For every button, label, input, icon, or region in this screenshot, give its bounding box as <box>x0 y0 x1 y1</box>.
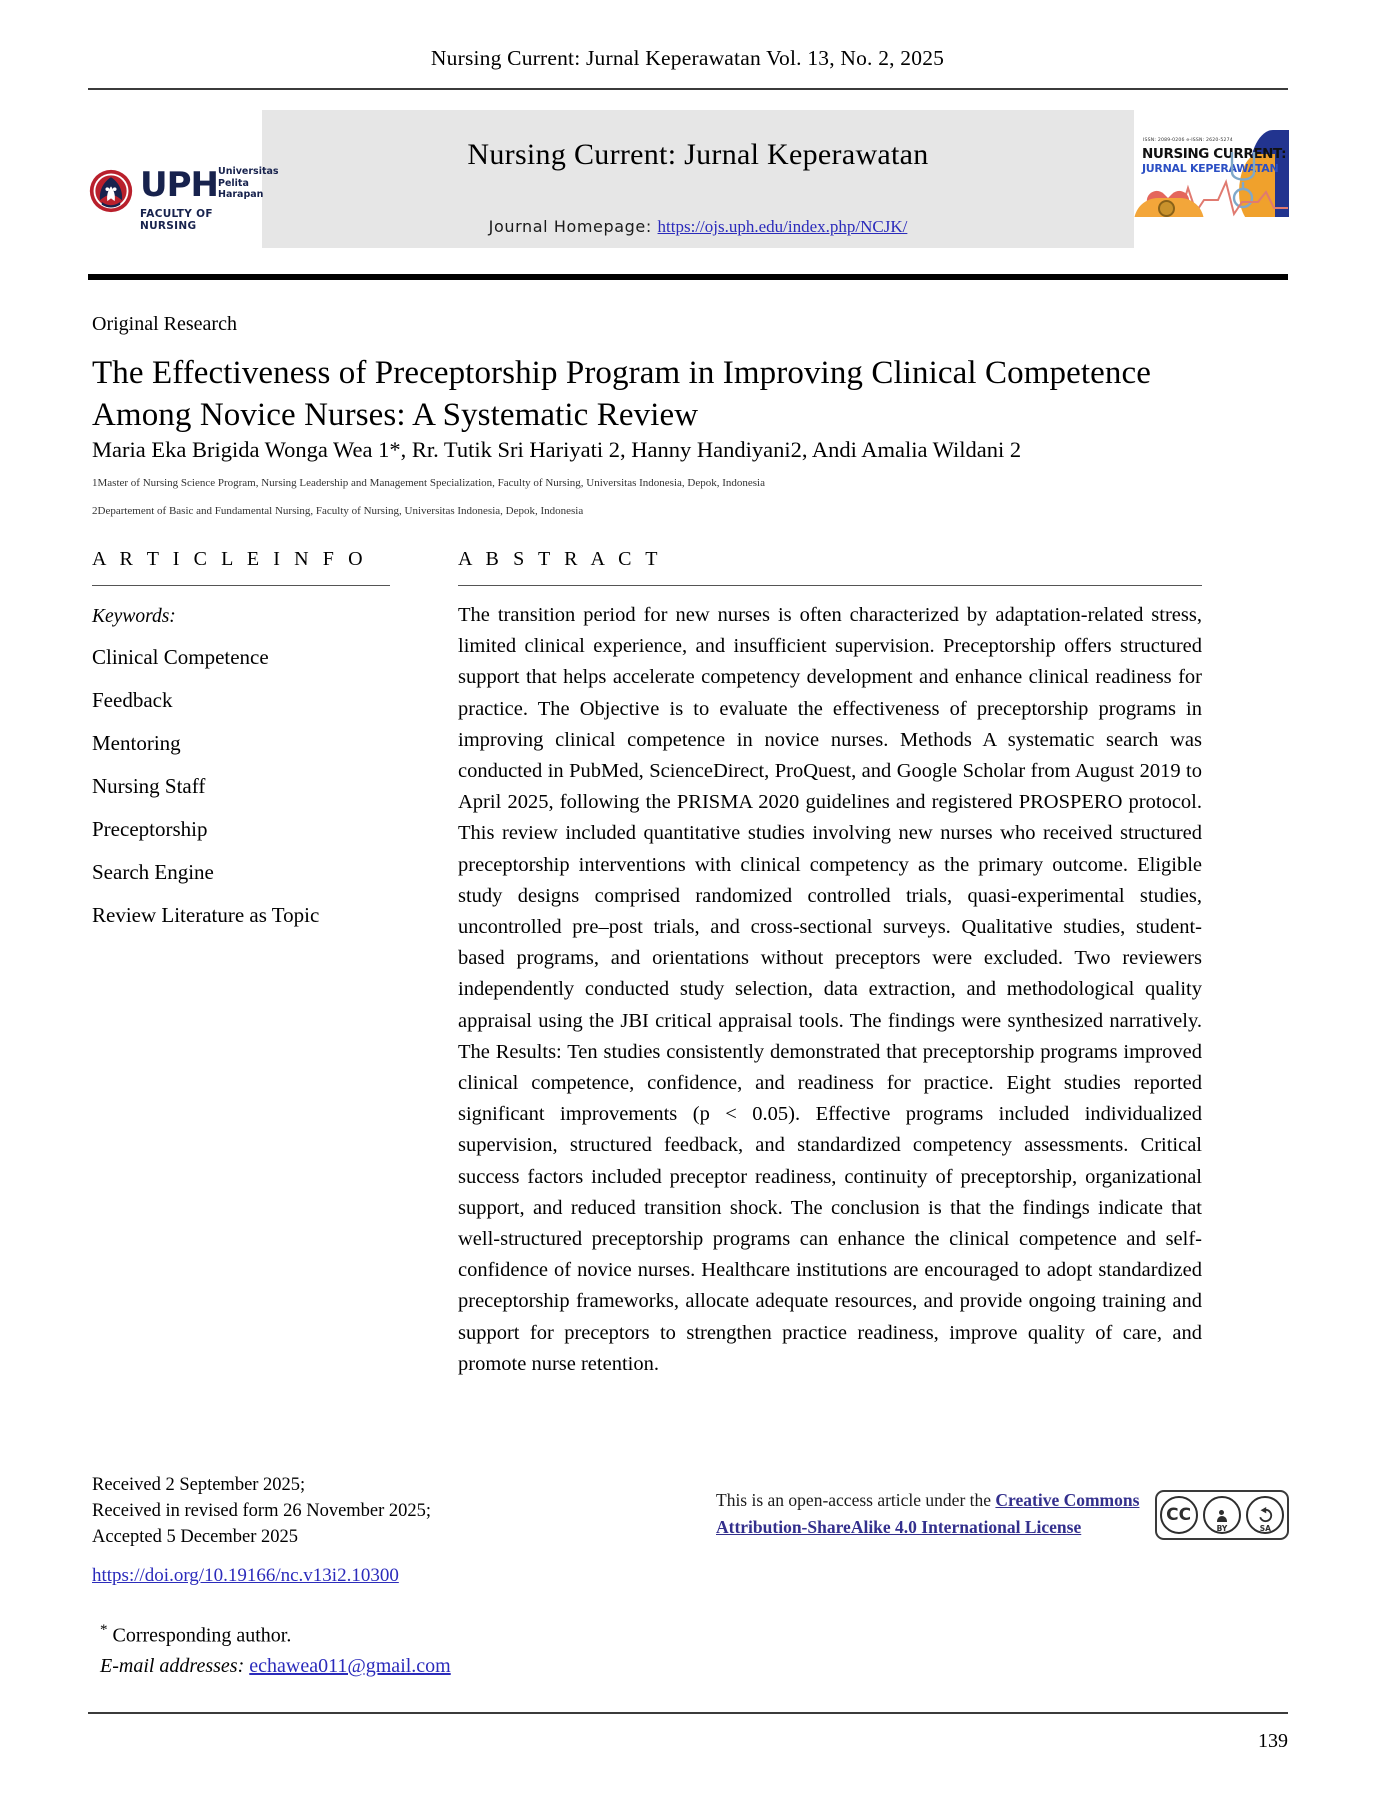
license-statement <box>716 1487 1146 1541</box>
cc-by-badge <box>1203 1496 1241 1534</box>
keyword-item: Feedback <box>92 688 173 712</box>
corresponding-author-label: Corresponding author. <box>112 1624 292 1647</box>
cc-by-label: BY <box>1216 1524 1228 1533</box>
uph-wordmark: UPH <box>140 165 218 205</box>
doi-link[interactable]: https://doi.org/10.19166/nc.v13i2.10300 <box>92 1565 399 1586</box>
journal-cover-thumbnail <box>1134 112 1289 217</box>
article-info-column <box>92 548 402 929</box>
cc-sa-icon <box>1246 1496 1284 1534</box>
keyword-item: Clinical Competence <box>92 645 269 669</box>
license-prefix: This is an open-access article under the <box>716 1490 996 1510</box>
uph-university-line-1: Universitas <box>218 166 279 177</box>
cc-icon: CC <box>1160 1496 1198 1534</box>
affiliation-2: 2Departement of Basic and Fundamental Nursing, Faculty of Nursing, Universitas Indonesia, Depok, Indonesia <box>92 505 584 517</box>
abstract-heading: A B S T R A C T <box>458 548 663 570</box>
person-icon <box>1216 1510 1227 1521</box>
abstract-column <box>458 548 1202 1380</box>
keyword-item: Nursing Staff <box>92 774 206 798</box>
footer-divider-rule <box>88 1712 1288 1714</box>
cc-sa-badge <box>1246 1496 1284 1534</box>
creative-commons-badges[interactable] <box>1155 1490 1289 1540</box>
corresponding-author-note <box>100 1615 451 1651</box>
email-link[interactable]: echawea011@gmail.com <box>249 1654 451 1677</box>
license-link-part-2[interactable]: Attribution-ShareAlike 4.0 International License <box>716 1517 1082 1537</box>
corresponding-author-block <box>100 1615 451 1681</box>
cc-sa-label: SA <box>1259 1524 1271 1533</box>
accepted-date: Accepted 5 December 2025 <box>92 1527 298 1547</box>
header-divider-rule <box>88 88 1288 90</box>
uph-faculty-label: FACULTY OF NURSING <box>140 208 213 232</box>
page-title: The Effectiveness of Preceptorship Program in Improving Clinical Competence Among Novice Nurses: A Systematic Review <box>92 355 1151 433</box>
keywords-label: Keywords: <box>92 606 176 627</box>
journal-homepage-line <box>262 217 1134 237</box>
author-list: Maria Eka Brigida Wonga Wea 1*, Rr. Tutik Sri Hariyati 2, Hanny Handiyani2, Andi Amalia Wildani 2 <box>92 437 1022 462</box>
journal-homepage-link[interactable]: https://ojs.uph.edu/index.php/NCJK/ <box>657 217 908 236</box>
header-thick-rule <box>88 274 1288 280</box>
keyword-item: Preceptorship <box>92 817 208 841</box>
keyword-item: Review Literature as Topic <box>92 903 320 927</box>
uph-logo <box>88 160 279 232</box>
cover-gold-accent <box>1158 200 1175 217</box>
cover-title-line-1: NURSING CURRENT: <box>1142 146 1287 162</box>
article-history <box>92 1472 431 1550</box>
journal-title: Nursing Current: Jurnal Keperawatan <box>467 138 929 171</box>
corresponding-email-line <box>100 1651 451 1681</box>
uph-crest-icon <box>88 168 134 214</box>
article-type-label: Original Research <box>92 313 237 335</box>
article-info-rule <box>92 585 390 586</box>
license-link-part-1[interactable]: Creative Commons <box>995 1490 1140 1510</box>
corresponding-author-star: * <box>100 1622 108 1638</box>
keyword-item: Search Engine <box>92 860 214 884</box>
share-alike-arrow-icon <box>1257 1507 1274 1524</box>
keyword-item: Mentoring <box>92 731 181 755</box>
cc-by-icon <box>1203 1496 1241 1534</box>
uph-university-name <box>218 166 279 201</box>
uph-university-line-2: Pelita <box>218 177 249 189</box>
cover-title-line-2: JURNAL KEPERAWATAN <box>1142 162 1279 175</box>
abstract-text: The transition period for new nurses is often characterized by adaptation-related stress, limited clinical experience, and insufficient supervision. Preceptorship offers structured support that helps accelerate competency development and enhance clinical readiness for practice. The Objective is to evaluate the effectiveness of preceptorship programs in improving clinical competence in novice nurses. Methods A systematic search was conducted in PubMed, ScienceDirect, ProQuest, and Google Scholar from August 2019 to April 2025, following the PRISMA 2020 guidelines and registered PROSPERO protocol. This review included quantitative studies involving new nurses who received structured preceptorship interventions with clinical competency as the primary outcome. Eligible study designs comprised randomized controlled trials, quasi-experimental studies, uncontrolled pre–post trials, and cross-sectional surveys. Qualitative studies, student-based programs, and orientations without preceptors were excluded. Two reviewers independently conducted study selection, data extraction, and methodological quality appraisal using the JBI critical appraisal tools. The findings were synthesized narratively. The Results: Ten studies consistently demonstrated that preceptorship programs improved clinical competence, confidence, and readiness for practice. Eight studies reported significant improvements (p < 0.05). Effective programs included individualized supervision, structured feedback, and standardized competency assessments. Critical success factors included preceptor readiness, continuity of preceptorship, organizational support, and reduced transition shock. The conclusion is that the findings indicate that well-structured preceptorship programs can enhance the clinical competence and self-confidence of novice nurses. Healthcare institutions are encouraged to adopt standardized preceptorship frameworks, allocate adequate resources, and provide ongoing training and support for preceptors to strengthen practice readiness, improve quality of care, and promote nurse retention. <box>458 604 1202 1375</box>
uph-university-line-3: Harapan <box>218 189 264 200</box>
email-label: E-mail addresses: <box>100 1654 245 1677</box>
affiliation-1: 1Master of Nursing Science Program, Nursing Leadership and Management Specialization, Faculty of Nursing, Universitas Indonesia, Depok, Indonesia <box>92 477 765 489</box>
journal-homepage-label: Journal Homepage: <box>488 217 652 236</box>
page-number: 139 <box>1258 1730 1288 1752</box>
abstract-rule <box>458 585 1202 586</box>
received-date: Received 2 September 2025; <box>92 1475 306 1495</box>
revised-date: Received in revised form 26 November 2025; <box>92 1501 432 1521</box>
article-info-heading: A R T I C L E I N F O <box>92 548 368 570</box>
cover-issn-text: ISSN: 2089-0206 e-ISSN: 2620-5274 <box>1143 138 1233 143</box>
running-head: Nursing Current: Jurnal Keperawatan Vol. 13, No. 2, 2025 <box>430 46 945 70</box>
